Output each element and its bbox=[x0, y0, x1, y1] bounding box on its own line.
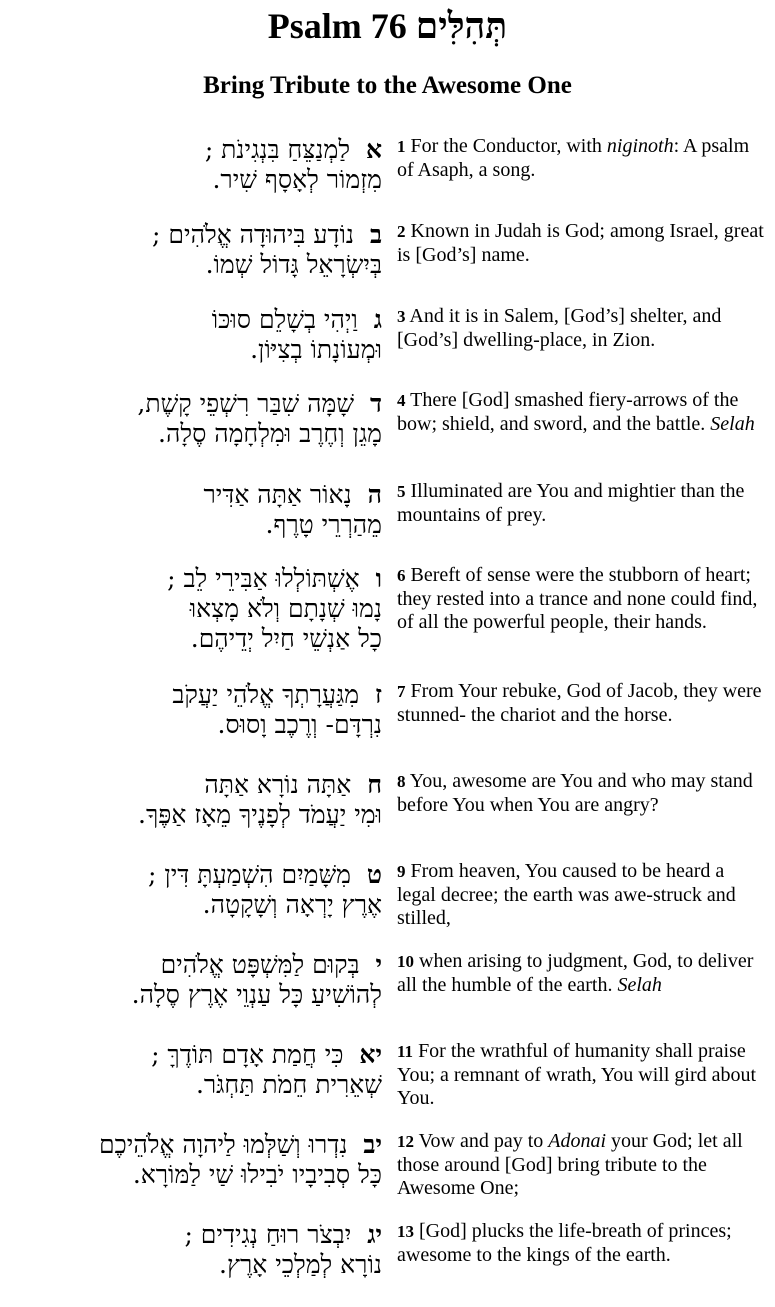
english-span: your God; let all those around [God] bring tribute to the Awesome One; bbox=[397, 1130, 743, 1199]
hebrew-text bbox=[151, 1040, 382, 1100]
verse-letter: ט bbox=[366, 860, 382, 889]
english-span: : A psalm of Asaph, a song. bbox=[397, 135, 750, 181]
hebrew-line bbox=[151, 1040, 382, 1070]
hebrew-line bbox=[99, 1130, 382, 1160]
verse-number: 2 bbox=[397, 222, 406, 241]
verse-letter: ג bbox=[373, 305, 382, 334]
hebrew-line: שְׁאֵרִית חֵמֹת תַּחְגֹּר. bbox=[195, 1070, 382, 1099]
hebrew-line bbox=[138, 770, 382, 800]
english-span: Known in Judah is God; among Israel, great is [God’s] name. bbox=[397, 220, 764, 266]
english-text bbox=[397, 1130, 767, 1201]
english-text bbox=[397, 1040, 767, 1111]
english-text bbox=[397, 770, 767, 817]
hebrew-line: בְּיִשְׂרָאֵל גָּדוֹל שְׁמוֹ. bbox=[205, 250, 382, 279]
hebrew-line bbox=[204, 480, 383, 510]
hebrew-line-text: אַתָּה נוֹרָא אַתָּה bbox=[204, 770, 352, 799]
hebrew-line: וּמְעוֹנָתוֹ בְצִיּוֹן. bbox=[250, 335, 382, 364]
hebrew-line: נִרְדָּם- וְרֶכֶב וָסוּס. bbox=[217, 710, 382, 739]
hebrew-line bbox=[148, 860, 382, 890]
english-text bbox=[397, 480, 767, 527]
verse-letter: יג bbox=[367, 1220, 382, 1249]
hebrew-line bbox=[132, 950, 382, 980]
hebrew-line-text: נָאוֹר אַתָּה אַדִּיר bbox=[203, 480, 352, 509]
verse-number: 8 bbox=[397, 772, 406, 791]
english-italic-span: niginoth bbox=[606, 135, 674, 157]
english-italic-span: Selah bbox=[617, 973, 662, 996]
verse-letter: א bbox=[365, 135, 382, 164]
english-text bbox=[397, 950, 767, 997]
hebrew-line: כָּל סְבִיבָיו יֹבִילוּ שַׁי לַמּוֹרָא. bbox=[132, 1160, 382, 1189]
hebrew-line: מֵהַרְרֵי טָרֶף. bbox=[265, 510, 382, 539]
verse-number: 13 bbox=[397, 1222, 414, 1241]
english-text bbox=[397, 305, 767, 352]
english-span: when arising to judgment, God, to deliver all the humble of the earth. bbox=[397, 950, 754, 996]
hebrew-text bbox=[205, 135, 382, 195]
verse-number: 4 bbox=[397, 391, 406, 410]
hebrew-line bbox=[184, 1220, 382, 1250]
verse-number: 5 bbox=[397, 482, 406, 501]
verse-letter: ח bbox=[367, 770, 382, 799]
hebrew-line bbox=[205, 135, 382, 165]
verse-number: 6 bbox=[397, 566, 406, 585]
verse-number: 7 bbox=[397, 682, 406, 701]
hebrew-line-text: כִּי חֲמַת אָדָם תּוֹדֶךָּ ; bbox=[151, 1040, 344, 1069]
hebrew-line-text: בְּקוּם לַמִּשְׁפָּט אֱלֹהִים bbox=[160, 950, 360, 979]
hebrew-line: נוֹרָא לְמַלְכֵי אָרֶץ. bbox=[219, 1250, 382, 1279]
verse-letter: ז bbox=[375, 680, 382, 709]
english-span: Illuminated are You and mightier than the mountains of prey. bbox=[397, 480, 745, 526]
verse-letter: יב bbox=[363, 1130, 382, 1159]
hebrew-line-text: נִדְרוּ וְשַׁלְּמוּ לַיהוָה אֱלֹהֵיכֶם bbox=[98, 1130, 348, 1159]
hebrew-line-text: מִשָּׁמַיִם הִשְׁמַעְתָּ דִּין ; bbox=[147, 860, 351, 889]
hebrew-line-text: וַיְהִי בְשָׁלֵם סוּכּוֹ bbox=[211, 305, 358, 334]
verse-letter: י bbox=[375, 950, 382, 979]
hebrew-text bbox=[132, 950, 382, 1010]
hebrew-text bbox=[204, 480, 383, 540]
page-subtitle: Bring Tribute to the Awesome One bbox=[203, 72, 572, 99]
verse-letter: ב bbox=[369, 220, 382, 249]
hebrew-line: לְהוֹשִׁיעַ כָּל עַנְוֵי אֶרֶץ סֶלָה. bbox=[131, 980, 382, 1009]
hebrew-line-text: אֶשְׁתּוֹלְלוּ אַבִּירֵי לֵב ; bbox=[167, 564, 360, 593]
english-span: Vow and pay to bbox=[414, 1130, 549, 1152]
hebrew-line-text: לַמְנַצֵּחַ בִּנְגִינֹת ; bbox=[204, 135, 351, 164]
english-text bbox=[397, 389, 767, 436]
english-text bbox=[397, 680, 767, 727]
english-span: For the wrathful of humanity shall praise You; a remnant of wrath, You will gird about You. bbox=[397, 1040, 757, 1109]
hebrew-text bbox=[148, 860, 382, 920]
verse-letter: ד bbox=[369, 389, 382, 418]
hebrew-line: וּמִי יַעֲמֹד לְפָנֶיךָ מֵאָז אַפֶּךָ. bbox=[138, 800, 382, 829]
hebrew-line bbox=[172, 680, 382, 710]
english-span: Bereft of sense were the stubborn of heart; they rested into a trance and none could find, of all the powerful people, their hands. bbox=[397, 564, 758, 633]
english-span: From heaven, You caused to be heard a legal decree; the earth was awe-struck and stilled, bbox=[397, 860, 736, 929]
hebrew-line bbox=[212, 305, 382, 335]
english-italic-span: Selah bbox=[710, 412, 755, 435]
english-span: You, awesome are You and who may stand before You when You are angry? bbox=[397, 770, 753, 816]
hebrew-line-text: שָׁמָּה שִׁבַּר רִשְׁפֵי קָשֶׁת, bbox=[137, 389, 355, 418]
hebrew-text bbox=[172, 680, 382, 740]
hebrew-text bbox=[167, 564, 382, 654]
hebrew-text bbox=[99, 1130, 382, 1190]
verse-number: 9 bbox=[397, 862, 406, 881]
hebrew-text bbox=[212, 305, 382, 365]
english-italic-span: Adonai bbox=[548, 1130, 607, 1152]
verse-number: 1 bbox=[397, 137, 406, 156]
hebrew-line-text: מִגַּעֲרָתְךָ אֱלֹהֵי יַעֲקֹב bbox=[172, 680, 360, 709]
hebrew-text bbox=[152, 220, 382, 280]
english-text bbox=[397, 1220, 767, 1267]
english-text bbox=[397, 135, 767, 182]
hebrew-line: כָל אַנְשֵׁי חַיִל יְדֵיהֶם. bbox=[190, 624, 382, 653]
hebrew-line bbox=[137, 389, 382, 419]
hebrew-line bbox=[167, 564, 382, 594]
hebrew-text bbox=[138, 770, 382, 830]
hebrew-line-text: נוֹדָע בִּיהוּדָה אֱלֹהִים ; bbox=[152, 220, 355, 249]
english-span: From Your rebuke, God of Jacob, they were stunned- the chariot and the horse. bbox=[397, 680, 762, 726]
english-span: For the Conductor, with bbox=[405, 135, 607, 157]
english-text bbox=[397, 564, 767, 635]
hebrew-line: מִזְמוֹר לְאָסָף שִׁיר. bbox=[212, 165, 382, 194]
hebrew-line-text: יִבְצֹר רוּחַ נְגִידִים ; bbox=[184, 1220, 352, 1249]
verse-number: 3 bbox=[397, 307, 406, 326]
hebrew-text bbox=[137, 389, 382, 449]
hebrew-line: מָגֵן וְחֶרֶב וּמִלְחָמָה סֶלָה. bbox=[158, 419, 382, 448]
english-span: There [God] smashed fiery-arrows of the bow; shield, and sword, and the battle. bbox=[397, 389, 739, 435]
hebrew-text bbox=[184, 1220, 382, 1280]
hebrew-line: אֶרֶץ יָרְאָה וְשָׁקָטָה. bbox=[202, 890, 382, 919]
hebrew-line bbox=[152, 220, 382, 250]
verse-number: 11 bbox=[397, 1042, 414, 1061]
verse-number: 12 bbox=[397, 1132, 414, 1151]
page-title: Psalm 76 תְּהִלִּים bbox=[267, 6, 508, 46]
verse-number: 10 bbox=[397, 952, 414, 971]
verse-letter: ו bbox=[375, 564, 382, 593]
english-span: [God] plucks the life-breath of princes; awesome to the kings of the earth. bbox=[397, 1220, 732, 1266]
verse-letter: יא bbox=[359, 1040, 382, 1069]
english-text bbox=[397, 860, 767, 931]
verse-letter: ה bbox=[367, 480, 382, 509]
hebrew-line: נָמוּ שְׁנָתָם וְלֹא מָצְאוּ bbox=[189, 594, 382, 623]
english-text bbox=[397, 220, 767, 267]
english-span: And it is in Salem, [God’s] shelter, and [God’s] dwelling-place, in Zion. bbox=[397, 305, 722, 351]
